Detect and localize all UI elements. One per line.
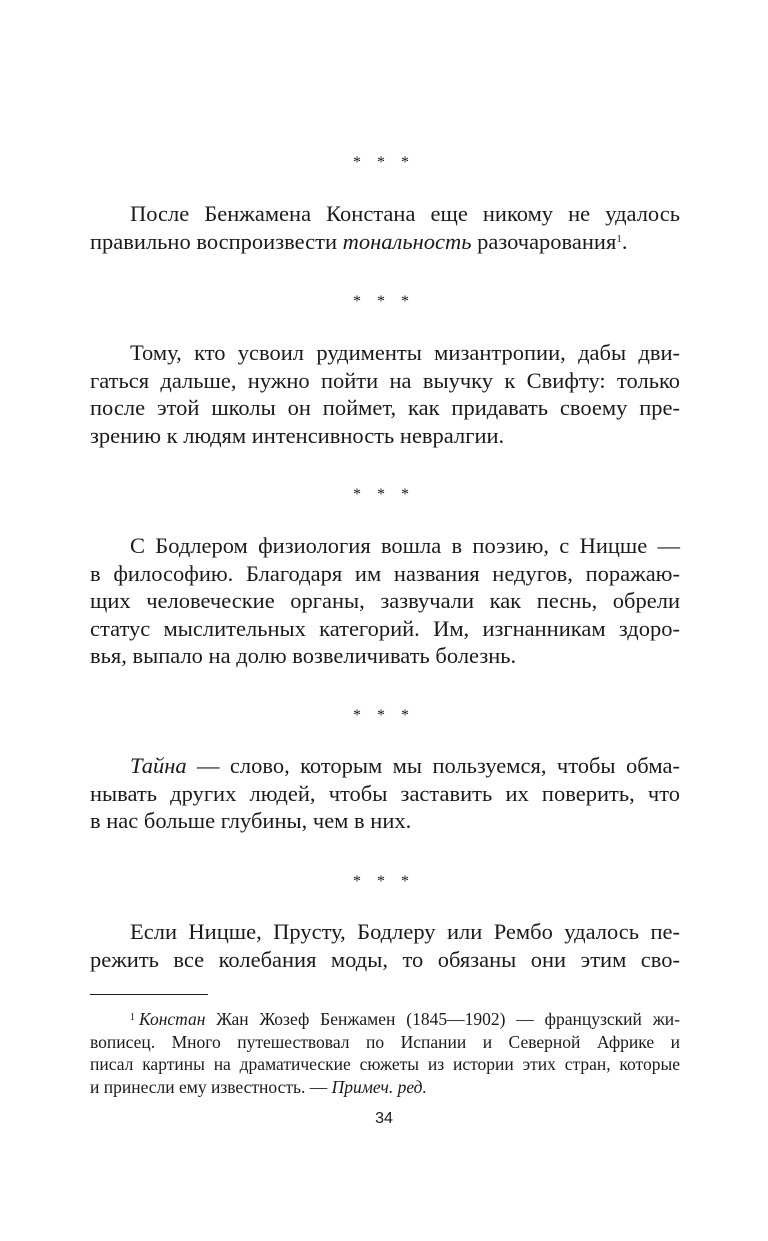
text-line: вья, выпало на долю возвеличивать болезнь.	[90, 643, 517, 668]
text-line: Тому, кто усвоил рудименты мизантропии, дабы дви-	[130, 340, 680, 365]
paragraph-fashion	[90, 918, 680, 973]
paragraph-constant	[90, 200, 680, 255]
footnote-mark: 1	[130, 1012, 135, 1023]
page-number: 34	[375, 1110, 393, 1127]
paragraph-mystery	[90, 752, 680, 835]
text-line: гаться дальше, нужно пойти на выучку к Свифту: только	[90, 367, 680, 393]
text-line: в нас больше глубины, чем в них.	[90, 808, 412, 833]
text-line: Тайна — слово, которым мы пользуемся, чтобы обма-	[130, 753, 680, 778]
text-line: нывать других людей, чтобы заставить их поверить, что	[90, 780, 680, 806]
emphasis: Примеч. ред.	[331, 1076, 427, 1097]
section-separator: * * *	[353, 873, 415, 890]
section-separator: * * *	[353, 707, 415, 724]
text-line: после этой школы он поймет, как придавать своему пре-	[90, 395, 680, 420]
text-line: зрению к людям интенсивность невралгии.	[90, 422, 505, 448]
section-separator: * * *	[353, 486, 415, 503]
emphasis: тональность	[342, 228, 472, 254]
paragraph-misanthropy	[90, 339, 680, 449]
section-separator: * * *	[353, 154, 415, 171]
footnote-line: $^1$ Констан Жан Жозеф Бенжамен (1845—1902) — французский жи-	[130, 1009, 680, 1029]
section-separator: * * *	[353, 293, 415, 310]
emphasis: Тайна	[130, 753, 187, 778]
text-line: правильно воспроизвести тональность разочарования$^1$.	[90, 228, 628, 254]
footnote-line: писал картины на драматические сюжеты из истории этих стран, которые	[90, 1054, 680, 1074]
text-line: С Бодлером физиология вошла в поэзию, с Ницше —	[130, 533, 680, 558]
text-line: Если Ницше, Прусту, Бодлеру или Рембо удалось пе-	[130, 919, 680, 944]
text-line: статус мыслительных категорий. Им, изгнанникам здоро-	[90, 615, 680, 641]
footnote-reference[interactable]: 1	[616, 232, 622, 245]
footnote-line: вописец. Много путешествовал по Испании и Северной Африке и	[90, 1031, 680, 1052]
text-line: После Бенжамена Констана еще никому не удалось	[130, 201, 680, 226]
footnote	[90, 1008, 680, 1098]
text-line: режить все колебания моды, то обязаны они этим сво-	[90, 946, 680, 972]
footnote-divider	[90, 994, 208, 995]
text-line: в философию. Благодаря им названия недугов, поражаю-	[90, 560, 680, 586]
footnote-line: и принесли ему известность. — Примеч. ред.	[90, 1076, 427, 1097]
emphasis: Констан	[139, 1009, 206, 1029]
paragraph-physiology	[90, 532, 680, 670]
text-line: щих человеческие органы, зазвучали как песнь, обрели	[90, 588, 680, 613]
